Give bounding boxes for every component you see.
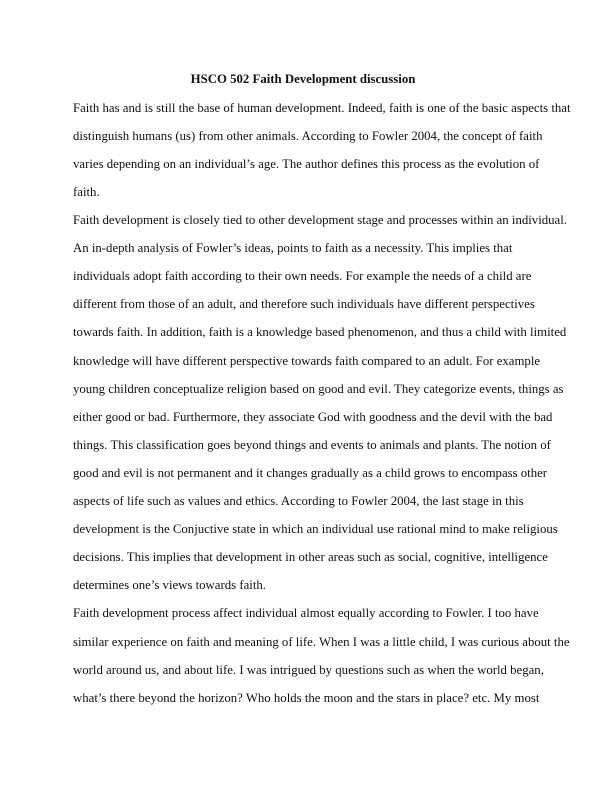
text-line: An in-depth analysis of Fowler’s ideas, points to faith as a necessity. This implies that xyxy=(73,241,513,255)
text-line: towards faith. In addition, faith is a knowledge based phenomenon, and thus a child with limited xyxy=(73,325,567,339)
text-line: what’s there beyond the horizon? Who holds the moon and the stars in place? etc. My most xyxy=(73,691,540,705)
text-line: either good or bad. Furthermore, they associate God with goodness and the devil with the bad xyxy=(73,410,553,424)
text-line: aspects of life such as values and ethics. According to Fowler 2004, the last stage in this xyxy=(73,494,524,508)
text-line: faith. xyxy=(73,185,100,199)
text-line: Faith development process affect individual almost equally according to Fowler. I too have xyxy=(73,606,539,620)
text-line: good and evil is not permanent and it changes gradually as a child grows to encompass other xyxy=(73,466,548,480)
text-line: Faith has and is still the base of human development. Indeed, faith is one of the basic aspects that xyxy=(73,101,571,115)
text-line: decisions. This implies that development in other areas such as social, cognitive, intelligence xyxy=(73,550,548,564)
text-line: things. This classification goes beyond things and events to animals and plants. The notion of xyxy=(73,438,551,452)
text-line: Faith development is closely tied to other development stage and processes within an individual. xyxy=(73,213,567,227)
text-line: similar experience on faith and meaning of life. When I was a little child, I was curious about the xyxy=(73,635,570,649)
text-line: knowledge will have different perspective towards faith compared to an adult. For example xyxy=(73,354,541,368)
text-line: determines one’s views towards faith. xyxy=(73,578,266,592)
text-line: varies depending on an individual’s age. The author defines this process as the evolution of xyxy=(73,157,540,171)
text-line: distinguish humans (us) from other animals. According to Fowler 2004, the concept of faith xyxy=(73,129,543,143)
text-line: individuals adopt faith according to their own needs. For example the needs of a child are xyxy=(73,269,532,283)
text-line: world around us, and about life. I was intrigued by questions such as when the world began, xyxy=(73,663,544,677)
document-title: HSCO 502 Faith Development discussion xyxy=(190,72,416,86)
text-line: different from those of an adult, and therefore such individuals have different perspectives xyxy=(73,297,535,311)
text-line: young children conceptualize religion based on good and evil. They categorize events, things as xyxy=(73,382,564,396)
text-line: development is the Conjuctive state in which an individual use rational mind to make religious xyxy=(73,522,558,536)
